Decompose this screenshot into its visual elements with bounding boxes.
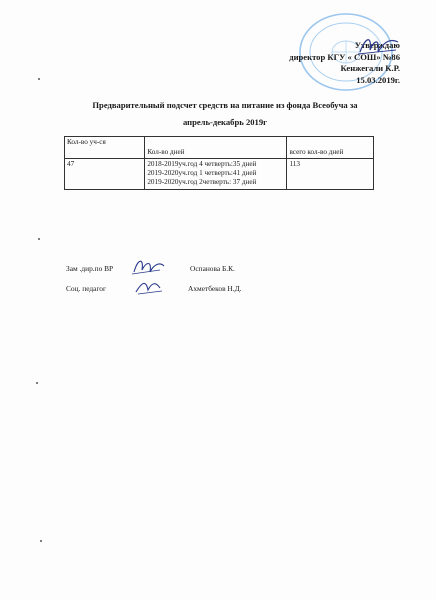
- cell-days: [145, 159, 287, 190]
- social-teacher-signature: [132, 276, 166, 298]
- table-row: [65, 159, 374, 190]
- deputy-signature: [130, 254, 166, 278]
- signer-role: Соц. педагог: [66, 284, 107, 293]
- days-line: 2018-2019уч.год 4 четверть:35 дней: [147, 160, 257, 168]
- header-total: всего кол-во дней: [287, 137, 374, 159]
- scan-speck: [40, 540, 42, 542]
- scan-speck: [38, 238, 40, 240]
- header-days: Кол-во дней: [145, 137, 287, 159]
- cell-total: 113: [287, 159, 374, 190]
- signer-name: Оспанова Б.К.: [190, 264, 235, 273]
- approval-date: 15.03.2019г.: [356, 74, 400, 85]
- signer-role: Зам .дир.по ВР: [66, 264, 114, 273]
- director-signature: [356, 32, 402, 58]
- cell-students: 47: [65, 159, 145, 190]
- header-students: Кол-во уч-ся: [65, 137, 145, 159]
- days-line: 2019-2020уч.год 2четверть: 37 дней: [147, 178, 257, 187]
- document-title: Предварительный подсчет средств на питание из фонда Всеобуча за: [92, 100, 358, 110]
- scan-speck: [36, 382, 38, 384]
- scan-speck: [38, 78, 40, 80]
- budget-table: [64, 136, 374, 190]
- approval-person: Кенжегали К.Р.: [340, 63, 400, 73]
- signer-name: Ахметбеков Н.Д.: [188, 284, 242, 293]
- days-line: 2019-2020уч.год 1 четверть:41 дней: [147, 169, 257, 178]
- approval-heading: Утверждаю: [354, 40, 400, 50]
- approval-position: директор КГУ « СОШ» №86: [289, 51, 400, 62]
- table-header-row: [65, 137, 374, 159]
- document-subtitle: апрель-декабрь 2019г: [182, 117, 268, 127]
